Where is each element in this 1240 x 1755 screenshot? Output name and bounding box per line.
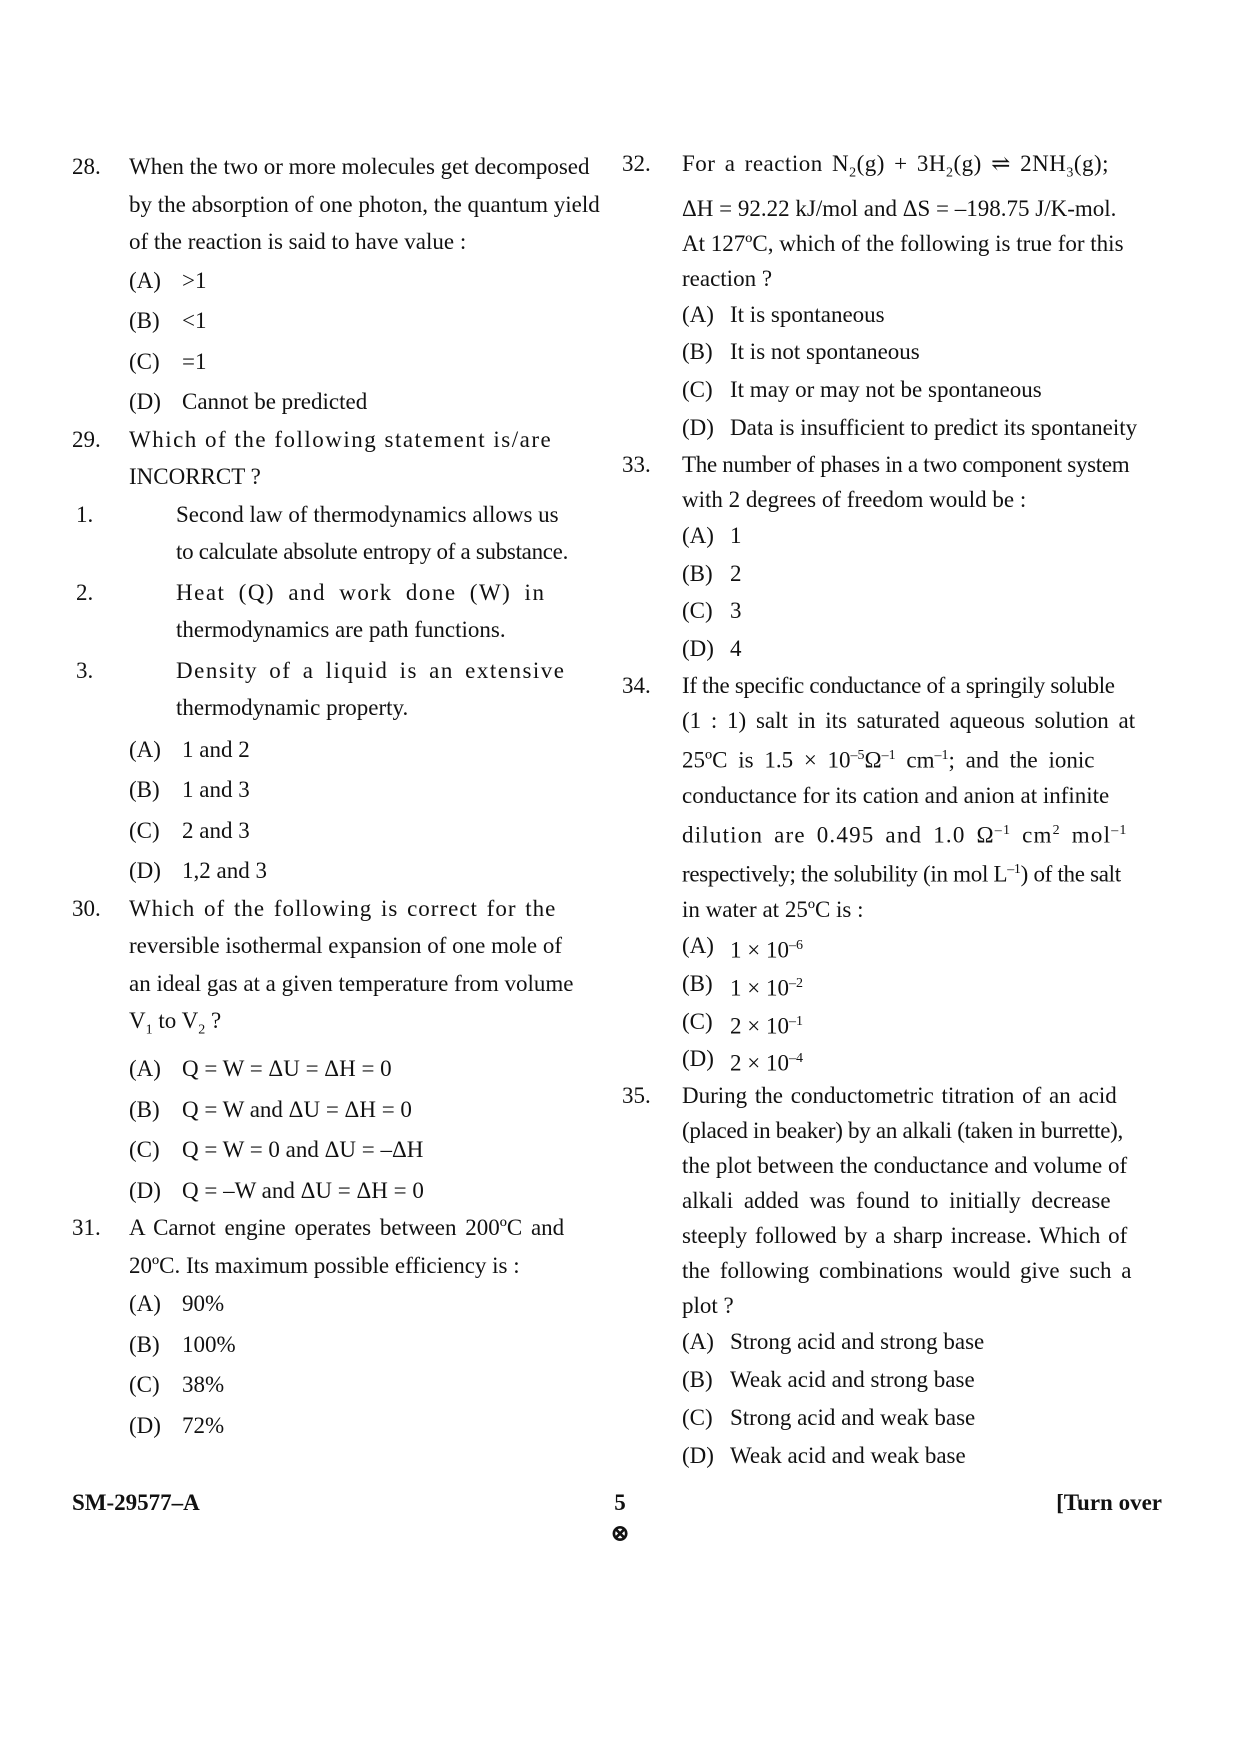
statement-3: [76, 652, 612, 727]
option-text: Q = –W and ΔU = ΔH = 0: [182, 1177, 424, 1203]
option-key: (B): [129, 1096, 160, 1122]
option-text: It may or may not be spontaneous: [730, 377, 1042, 403]
subscript: 1: [145, 1022, 153, 1038]
option-b: [682, 965, 1160, 1003]
option-key: (B): [129, 308, 160, 333]
option-text: Strong acid and strong base: [730, 1329, 985, 1355]
option-d: [682, 409, 1160, 447]
question-line: [129, 1002, 612, 1049]
subscript: 2: [849, 165, 857, 181]
question-28: [72, 148, 612, 423]
question-line: of the reaction is said to have value :: [129, 229, 467, 254]
option-text: Weak acid and strong base: [730, 1366, 975, 1392]
text: ) of the salt: [1020, 861, 1121, 887]
option-text: 2 × 10: [730, 1013, 789, 1039]
option-a: [682, 296, 1160, 334]
question-line: the following combinations would give such a: [682, 1258, 1132, 1284]
question-number: 34.: [622, 672, 651, 698]
option-text: 100%: [182, 1331, 236, 1357]
question-line: At 127ºC, which of the following is true for this: [682, 230, 1124, 256]
question-line: an ideal gas at a given temperature from volume: [129, 970, 574, 996]
option-text: Strong acid and weak base: [730, 1404, 976, 1430]
option-key: (A): [129, 1291, 161, 1317]
right-column: [622, 146, 1160, 1474]
option-text: 1 and 3: [182, 777, 250, 802]
text: (g) ⇌ 2NH: [953, 151, 1067, 176]
text: respectively; the solubility (in mol L: [682, 861, 1008, 887]
question-line: Which of the following statement is/are: [129, 426, 553, 452]
page-number: 5: [614, 1490, 626, 1515]
question-line: ΔH = 92.22 kJ/mol and ΔS = –198.75 J/K-mol.: [682, 195, 1117, 221]
option-key: (D): [129, 858, 161, 883]
option-text: 1 × 10: [730, 937, 789, 963]
question-line: During the conductometric titration of an acid: [682, 1083, 1117, 1109]
text: cm: [1011, 822, 1053, 848]
option-key: (C): [682, 377, 713, 403]
question-line: with 2 degrees of freedom would be :: [682, 486, 1027, 512]
option-text: Data is insufficient to predict its spontaneity: [730, 414, 1138, 440]
question-line: [682, 146, 1160, 191]
option-key: (D): [682, 636, 714, 662]
option-text: 90%: [182, 1291, 225, 1317]
option-key: (D): [129, 1177, 161, 1203]
superscript: 2: [1052, 822, 1061, 838]
question-line: [682, 813, 1160, 853]
option-text: 1: [730, 522, 742, 548]
superscript: –2: [788, 975, 803, 991]
option-key: (D): [682, 1046, 714, 1072]
question-29: [72, 421, 612, 892]
option-b: [682, 1361, 1160, 1399]
question-line: [682, 852, 1160, 892]
option-key: (B): [129, 1331, 160, 1357]
superscript: –4: [788, 1051, 803, 1067]
question-line: A Carnot engine operates between 200ºC and: [129, 1215, 565, 1241]
option-text: Q = W = ΔU = ΔH = 0: [182, 1056, 392, 1082]
text: cm: [895, 747, 935, 773]
subscript: 2: [946, 165, 954, 181]
superscript: –1: [788, 1013, 803, 1029]
option-text: Q = W = 0 and ΔU = –ΔH: [182, 1137, 424, 1163]
question-line: The number of phases in a two component system: [682, 451, 1130, 477]
option-d: [682, 1040, 1160, 1078]
option-d: [682, 1437, 1160, 1475]
option-d: [129, 1406, 612, 1447]
question-number: 31.: [72, 1215, 101, 1241]
text: 25ºC is 1.5 × 10: [682, 747, 851, 773]
statement-line: Heat (Q) and work done (W) in: [176, 579, 546, 605]
option-key: (A): [682, 932, 714, 958]
question-line: Which of the following is correct for the: [129, 895, 557, 921]
question-line: (1 : 1) salt in its saturated aqueous solution at: [682, 707, 1136, 733]
option-key: (A): [129, 1056, 161, 1082]
option-key: (A): [129, 736, 161, 762]
text: ?: [205, 1008, 222, 1033]
superscript: –6: [788, 937, 803, 953]
option-c: [129, 1130, 612, 1171]
option-b: [129, 1090, 612, 1131]
option-b: [129, 1325, 612, 1366]
text: For a reaction N: [682, 151, 850, 176]
option-key: (C): [682, 1404, 713, 1430]
cross-circle-icon: ⊗: [609, 1521, 631, 1547]
option-key: (C): [129, 348, 160, 374]
option-d: [682, 630, 1160, 668]
question-number: 30.: [72, 895, 101, 921]
option-key: (D): [129, 389, 161, 414]
option-key: (A): [682, 301, 714, 327]
option-text: 1 × 10: [730, 975, 789, 1001]
statement-number: 1.: [76, 501, 94, 527]
question-32: [622, 146, 1160, 447]
statement-line: Density of a liquid is an extensive: [176, 657, 566, 683]
option-text: Weak acid and weak base: [730, 1442, 966, 1468]
option-b: [682, 555, 1160, 593]
question-line: [682, 738, 1160, 778]
option-a: [129, 261, 612, 302]
option-text: It is not spontaneous: [730, 339, 920, 365]
option-c: [129, 811, 612, 852]
question-35: [622, 1078, 1160, 1474]
statement-number: 3.: [76, 657, 94, 683]
question-line: When the two or more molecules get decomposed: [129, 154, 590, 179]
option-text: 3: [730, 598, 742, 624]
question-number: 29.: [72, 426, 101, 452]
option-text: 72%: [182, 1412, 225, 1438]
text: ; and the ionic: [948, 747, 1095, 773]
option-a: [682, 1323, 1160, 1361]
subscript: 3: [1066, 165, 1074, 181]
superscript: –1: [1007, 862, 1021, 878]
statement-2: [76, 574, 612, 649]
text: (g) + 3H: [856, 151, 946, 176]
superscript: –1: [994, 822, 1012, 838]
option-c: [129, 1365, 612, 1406]
question-number: 32.: [622, 151, 651, 176]
option-d: [129, 1171, 612, 1212]
question-number: 28.: [72, 154, 101, 179]
superscript: –5: [850, 747, 865, 763]
option-key: (A): [682, 522, 714, 548]
question-line: alkali added was found to initially decrease: [682, 1188, 1111, 1214]
question-line: If the specific conductance of a springily soluble: [682, 672, 1115, 698]
option-key: (C): [682, 598, 713, 624]
option-key: (C): [129, 1372, 160, 1398]
subscript: 2: [198, 1022, 206, 1038]
statement-number: 2.: [76, 579, 94, 605]
option-d: [129, 851, 612, 892]
option-key: (C): [129, 1137, 160, 1163]
question-31: [72, 1209, 612, 1446]
question-line: in water at 25ºC is :: [682, 896, 864, 922]
question-line: plot ?: [682, 1293, 734, 1319]
question-30: [72, 890, 612, 1212]
option-d: [129, 382, 612, 423]
superscript: –1: [1111, 822, 1128, 838]
text: (g);: [1073, 151, 1110, 176]
question-number: 33.: [622, 451, 651, 477]
option-key: (D): [129, 1412, 161, 1438]
option-text: <1: [182, 308, 207, 333]
option-text: =1: [182, 348, 207, 374]
question-line: INCORRCT ?: [129, 464, 261, 489]
option-key: (B): [682, 560, 713, 586]
option-text: >1: [182, 267, 207, 293]
option-key: (C): [129, 817, 160, 843]
option-b: [682, 333, 1160, 371]
option-a: [129, 1284, 612, 1325]
statement-line: Second law of thermodynamics allows us: [176, 501, 559, 527]
turn-over-label: [Turn over: [1056, 1490, 1162, 1515]
superscript: –1: [881, 747, 896, 763]
option-text: Cannot be predicted: [182, 389, 368, 414]
question-line: the plot between the conductance and volume of: [682, 1153, 1128, 1179]
option-text: 2: [730, 560, 742, 586]
option-a: [682, 517, 1160, 555]
question-line: reversible isothermal expansion of one mole of: [129, 933, 563, 958]
option-text: 1 and 2: [182, 736, 250, 762]
superscript: –1: [934, 747, 949, 763]
statement-line: thermodynamic property.: [176, 695, 409, 720]
option-a: [129, 1049, 612, 1090]
option-c: [129, 342, 612, 383]
question-number: 35.: [622, 1083, 651, 1109]
option-c: [682, 1003, 1160, 1041]
left-column: [72, 148, 612, 1446]
question-line: by the absorption of one photon, the quantum yield: [129, 191, 600, 217]
option-key: (B): [682, 339, 713, 365]
question-line: reaction ?: [682, 265, 773, 291]
option-key: (D): [682, 414, 714, 440]
option-b: [129, 301, 612, 342]
question-34: [622, 668, 1160, 1078]
option-text: 38%: [182, 1372, 225, 1398]
question-line: (placed in beaker) by an alkali (taken in burrette),: [682, 1118, 1123, 1144]
option-text: 1,2 and 3: [182, 858, 267, 883]
text: Ω: [864, 747, 882, 773]
text: mol: [1060, 822, 1112, 848]
text: V: [129, 1008, 146, 1033]
statement-line: thermodynamics are path functions.: [176, 617, 506, 642]
option-c: [682, 1399, 1160, 1437]
statement-1: [76, 496, 612, 571]
option-key: (A): [129, 267, 161, 293]
option-text: 4: [730, 636, 742, 662]
option-key: (A): [682, 1329, 714, 1355]
option-key: (B): [682, 1366, 713, 1392]
option-a: [129, 730, 612, 771]
booklet-code: SM-29577–A: [72, 1490, 200, 1515]
option-text: Q = W and ΔU = ΔH = 0: [182, 1096, 412, 1122]
text: dilution are 0.495 and 1.0 Ω: [682, 822, 995, 848]
question-line: conductance for its cation and anion at infinite: [682, 782, 1110, 808]
option-text: 2 × 10: [730, 1050, 789, 1076]
option-key: (B): [682, 970, 713, 996]
option-key: (C): [682, 1008, 713, 1034]
question-33: [622, 447, 1160, 668]
text: to V: [152, 1008, 199, 1033]
option-b: [129, 770, 612, 811]
option-a: [682, 927, 1160, 965]
question-line: 20ºC. Its maximum possible efficiency is :: [129, 1252, 520, 1278]
option-c: [682, 592, 1160, 630]
option-c: [682, 371, 1160, 409]
option-key: (D): [682, 1442, 714, 1468]
option-text: It is spontaneous: [730, 301, 885, 327]
question-line: steeply followed by a sharp increase. Which of: [682, 1223, 1128, 1249]
option-key: (B): [129, 777, 160, 802]
statement-line: to calculate absolute entropy of a substance.: [176, 539, 569, 564]
option-text: 2 and 3: [182, 817, 250, 843]
